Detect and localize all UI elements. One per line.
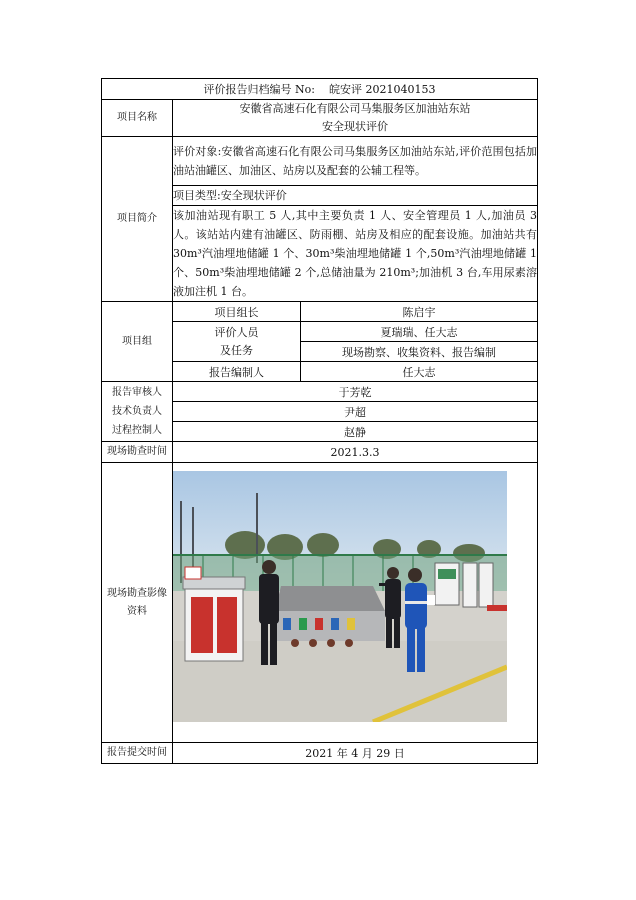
leader-value: 陈启宇 bbox=[301, 302, 538, 322]
project-group-label: 项目组 bbox=[102, 302, 173, 382]
members-label-line1: 评价人员 bbox=[214, 325, 259, 339]
report-cover-table bbox=[101, 78, 537, 764]
tank-wells bbox=[275, 586, 385, 647]
project-name-value bbox=[173, 100, 538, 137]
project-name-label: 项目名称 bbox=[102, 100, 173, 137]
reviewer-label: 报告审核人 bbox=[112, 387, 162, 398]
archive-number: 皖安评 2021040153 bbox=[328, 83, 436, 96]
author-label: 报告编制人 bbox=[173, 362, 301, 382]
members-label bbox=[173, 322, 301, 362]
process-value: 赵静 bbox=[173, 422, 538, 442]
members-value: 夏瑞瑞、任大志 bbox=[301, 322, 538, 342]
tech-label: 技术负责人 bbox=[112, 406, 162, 417]
survey-time-label: 现场勘查时间 bbox=[102, 442, 173, 463]
project-name-line1: 安徽省高速石化有限公司马集服务区加油站东站 bbox=[239, 102, 471, 115]
gas-station-photo bbox=[173, 471, 507, 722]
process-label: 过程控制人 bbox=[112, 425, 162, 436]
project-name-line2: 安全现状评价 bbox=[322, 120, 388, 133]
project-intro-label: 项目简介 bbox=[102, 137, 173, 302]
reviewer-value: 于芳乾 bbox=[173, 382, 538, 402]
leader-label: 项目组长 bbox=[173, 302, 301, 322]
members-label-line2: 及任务 bbox=[220, 343, 253, 357]
survey-image-label-line2: 资料 bbox=[127, 605, 147, 617]
survey-photo-cell bbox=[173, 463, 538, 743]
archive-label: 评价报告归档编号 No: bbox=[203, 83, 315, 96]
archive-number-row bbox=[102, 79, 538, 100]
project-intro-detail: 该加油站现有职工 5 人,其中主要负责 1 人、安全管理员 1 人,加油员 3 人。该站站内建有油罐区、防雨棚、站房及相应的配套设施。加油站共有 30m³汽油埋地储罐 1 个、30m³柴油埋地储罐 1 个,50m³汽油埋地储罐 1 个、50m³柴油埋地储罐 2 个,总储油量为 210m³;加油机 3 台,车用尿素溶液加注机 1 台。 bbox=[173, 206, 538, 302]
fire-cabinet bbox=[183, 567, 245, 661]
tasks-value: 现场勘察、收集资料、报告编制 bbox=[301, 342, 538, 362]
author-value: 任大志 bbox=[301, 362, 538, 382]
submit-time-label: 报告提交时间 bbox=[102, 743, 173, 764]
survey-image-label bbox=[102, 463, 173, 743]
site-photo bbox=[173, 471, 507, 722]
reviewer-labels bbox=[102, 382, 173, 442]
project-intro-object: 评价对象:安徽省高速石化有限公司马集服务区加油站东站,评价范围包括加油站油罐区、加油区、站房以及配套的公辅工程等。 bbox=[173, 137, 538, 186]
project-intro-type: 项目类型:安全现状评价 bbox=[173, 186, 538, 206]
survey-time-value: 2021.3.3 bbox=[173, 442, 538, 463]
survey-image-label-line1: 现场勘查影像 bbox=[107, 587, 167, 599]
tech-value: 尹超 bbox=[173, 402, 538, 422]
submit-time-value: 2021 年 4 月 29 日 bbox=[173, 743, 538, 764]
